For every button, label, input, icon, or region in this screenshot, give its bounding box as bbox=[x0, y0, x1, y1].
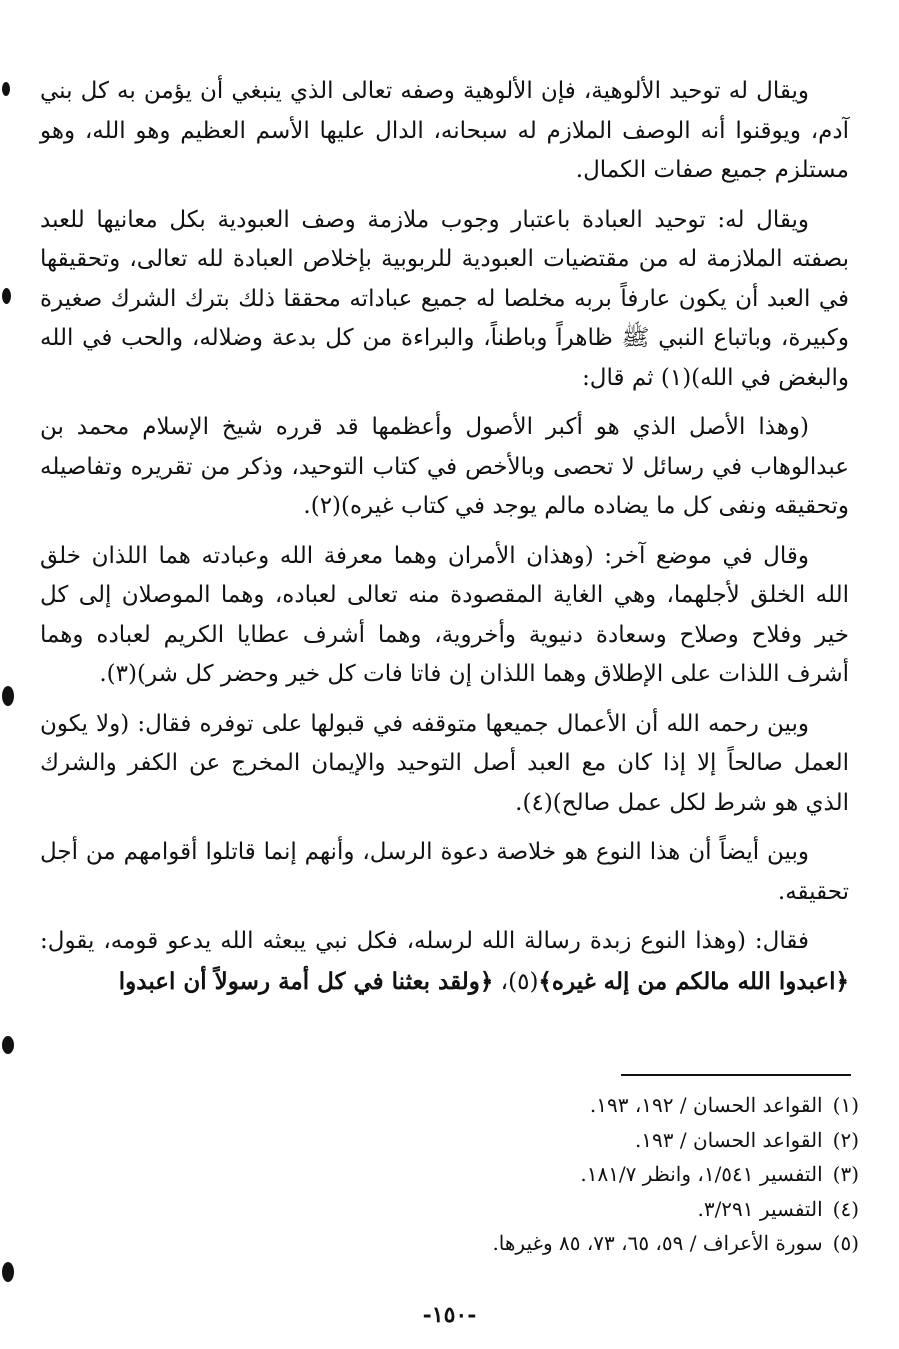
paragraph: وقال في موضع آخر: (وهذان الأمران وهما معرفة الله وعبادته هما اللذان خلق الله الخلق لأجلهما، وهي الغاية المقصودة منه تعالى لعباده، وهما الموصلان إلى كل خير وفلاح وصلاح وسعادة دنيوية وأخروية، وهما أشرف عطايا الكريم لعباده وهما أشرف اللذات على الإطلاق وهما اللذان إن فاتا فات كل خير وحضر كل شر)(٣). bbox=[40, 542, 849, 687]
scan-mark bbox=[2, 1262, 14, 1282]
quran-verse: ﴿اعبدوا الله مالكم من إله غيره﴾ bbox=[538, 967, 849, 995]
footnote-text: القواعد الحسان / ١٩٣. bbox=[634, 1127, 823, 1152]
scan-mark bbox=[2, 686, 14, 706]
paragraph-intro: فقال: (وهذا النوع زبدة رسالة الله لرسله، فكل نبي يبعثه الله يدعو قومه، يقول: bbox=[40, 928, 809, 954]
quran-verse: ﴿ولقد بعثنا في كل أمة رسولاً أن اعبدوا bbox=[118, 967, 494, 995]
footnote-number: (٥) bbox=[832, 1231, 859, 1255]
footnote-text: التفسير ١/٥٤١، وانظر ١٨١/٧. bbox=[580, 1162, 823, 1186]
scan-mark bbox=[2, 82, 10, 96]
paragraph-continued bbox=[40, 922, 849, 1002]
main-text bbox=[40, 72, 849, 1012]
footnote bbox=[300, 1226, 859, 1261]
footnote bbox=[300, 1123, 859, 1158]
page-number: -١٥٠- bbox=[422, 1302, 477, 1328]
footnote bbox=[300, 1157, 859, 1192]
paragraph: وبين أيضاً أن هذا النوع هو خلاصة دعوة الرسل، وأنهم إنما قاتلوا أقوامهم من أجل تحقيقه. bbox=[40, 839, 849, 905]
scan-mark bbox=[2, 288, 11, 304]
paragraph: ويقال له توحيد الألوهية، فإن الألوهية وصفه تعالى الذي ينبغي أن يؤمن به كل بني آدم، ويوقنوا أنه الوصف الملازم له سبحانه، الدال عليها الأسم العظيم وهو الله، وهو مستلزم جميع صفات الكمال. bbox=[40, 78, 849, 183]
footnotes bbox=[300, 1088, 859, 1261]
footnote-number: (٢) bbox=[832, 1127, 859, 1152]
footnote bbox=[300, 1088, 859, 1123]
scan-mark bbox=[2, 1036, 14, 1054]
footnote-number: (١) bbox=[832, 1093, 859, 1117]
footnote-text: سورة الأعراف / ٥٩، ٦٥، ٧٣، ٨٥ وغيرها. bbox=[492, 1231, 823, 1255]
footnote-text: التفسير ٣/٢٩١. bbox=[697, 1196, 823, 1221]
footnote-ref: (٥)، bbox=[493, 968, 539, 995]
paragraph: (وهذا الأصل الذي هو أكبر الأصول وأعظمها قد قرره شيخ الإسلام محمد بن عبدالوهاب في رسائل لا تحصى وبالأخص في كتاب التوحيد، وذكر من تقريره وتفاصيله وتحقيقه ونفى كل ما يضاده مالم يوجد في كتاب غيره)(٢). bbox=[40, 414, 849, 519]
footnote bbox=[300, 1192, 859, 1227]
footnote-number: (٤) bbox=[832, 1196, 859, 1221]
paragraph: ويقال له: توحيد العبادة باعتبار وجوب ملازمة وصف العبودية بكل معانيها للعبد بصفته الملازمة له من مقتضيات العبودية للربوبية بإخلاص العبادة لله تعالى، وتحقيقها في العبد أن يكون عارفاً بربه مخلصا له جميع عباداته محققا ذلك بترك الشرك صغيرة وكبيرة، وباتباع النبي ﷺ ظاهراً وباطناً، والبراءة من كل بدعة وضلاله، والحب في الله والبغض في الله)(١) ثم قال: bbox=[40, 206, 849, 391]
footnote-divider bbox=[621, 1074, 851, 1076]
footnote-text: القواعد الحسان / ١٩٢، ١٩٣. bbox=[589, 1093, 823, 1117]
footnote-number: (٣) bbox=[832, 1162, 859, 1186]
paragraph: وبين رحمه الله أن الأعمال جميعها متوقفه في قبولها على توفره فقال: (ولا يكون العمل صالحاً إلا إذا كان مع العبد أصل التوحيد والإيمان المخرج عن الكفر والشرك الذي هو شرط لكل عمل صالح)(٤). bbox=[40, 710, 849, 816]
